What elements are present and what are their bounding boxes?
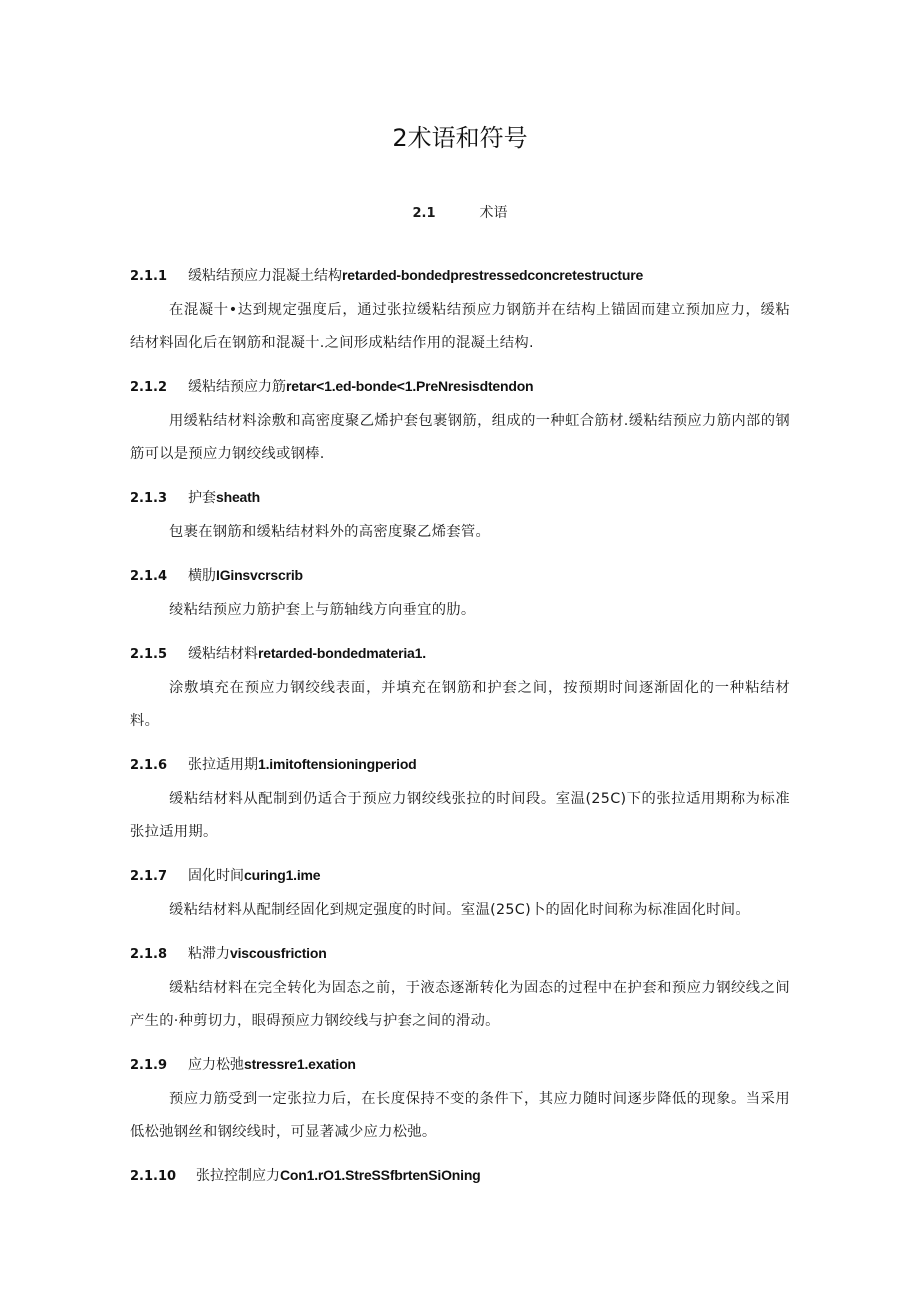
term-english-name: retarded-bondedprestressedconcretestructure [342, 267, 644, 283]
term-english-name: viscousfriction [230, 945, 327, 961]
term-definition: 预应力筋受到一定张拉力后，在长度保持不变的条件下，其应力随时间逐步降低的现象。当采用低松弛钢丝和钢绞线时，可显著减少应力松弛。 [130, 1091, 790, 1140]
term-number: 2.1.4 [130, 569, 168, 584]
terms-list [130, 264, 790, 1201]
term-english-name: IGinsvcrscrib [216, 567, 303, 583]
term-definition: 绫粘结预应力筋护套上与筋轴线方向垂宜的肋。 [169, 602, 476, 618]
term-chinese-name: 固化时间 [188, 868, 244, 884]
term-definition: 在混凝十•达到规定强度后，通过张拉缓粘结预应力钢筋并在结构上锚固而建立预加应力，缓粘结材料固化后在钢筋和混凝十.之间形成粘结作用的混凝土结构. [130, 302, 790, 351]
term-entry [130, 753, 790, 849]
term-number: 2.1.6 [130, 758, 168, 773]
term-chinese-name: 应力松弛 [188, 1057, 244, 1073]
term-entry [130, 264, 790, 360]
term-chinese-name: 粘滞力 [188, 946, 230, 962]
term-entry [130, 486, 790, 549]
term-english-name: retarded-bondedmateria1. [258, 645, 426, 661]
term-heading [130, 564, 790, 586]
term-number: 2.1.9 [130, 1058, 168, 1073]
term-chinese-name: 张拉适用期 [188, 757, 258, 773]
term-chinese-name: 横肋 [188, 568, 216, 584]
term-english-name: curing1.ime [244, 867, 321, 883]
term-number: 2.1.1 [130, 269, 168, 284]
term-english-name: 1.imitoftensioningperiod [258, 756, 417, 772]
section-number: 2.1 [412, 206, 436, 221]
term-number: 2.1.8 [130, 947, 168, 962]
term-chinese-name: 缓粘结预应力混凝土结构 [188, 268, 342, 284]
term-definition: 缓粘结材料从配制到仍适合于预应力钢绞线张拉的时间段。室温(25C)下的张拉适用期称为标准张拉适用期。 [130, 791, 790, 840]
term-english-name: retar<1.ed-bonde<1.PreNresisdtendon [286, 378, 534, 394]
term-entry [130, 642, 790, 738]
term-entry [130, 942, 790, 1038]
term-definition: 包裹在钢筋和缓粘结材料外的高密度聚乙烯套管。 [169, 524, 491, 540]
term-definition: 缓粘结材料从配制经固化到规定强度的时间。室温(25C)卜的固化时间称为标准固化时间。 [169, 902, 750, 918]
term-heading [130, 264, 790, 286]
term-number: 2.1.3 [130, 491, 168, 506]
term-chinese-name: 护套 [188, 490, 216, 506]
term-definition: 涂敷填充在预应力钢绞线表面，并填充在钢筋和护套之间，按预期时间逐渐固化的一种粘结材料。 [130, 680, 790, 729]
term-number: 2.1.7 [130, 869, 168, 884]
term-entry [130, 864, 790, 927]
term-heading [130, 642, 790, 664]
section-heading [0, 202, 920, 222]
section-name: 术语 [479, 205, 508, 221]
term-entry [130, 1053, 790, 1149]
term-heading [130, 1164, 790, 1186]
term-english-name: sheath [216, 489, 260, 505]
term-english-name: stressre1.exation [244, 1056, 356, 1072]
term-number: 2.1.2 [130, 380, 168, 395]
term-entry [130, 375, 790, 471]
term-chinese-name: 缓粘结预应力筋 [188, 379, 286, 395]
term-chinese-name: 缓粘结材料 [188, 646, 258, 662]
term-heading [130, 753, 790, 775]
term-definition: 用缓粘结材料涂敷和高密度聚乙烯护套包裹钢筋，组成的一种虹合筋材.缓粘结预应力筋内部的钢筋可以是预应力钢绞线或钢棒. [130, 413, 790, 462]
chapter-title: 2术语和符号 [392, 124, 528, 152]
term-heading [130, 864, 790, 886]
term-number: 2.1.10 [130, 1169, 177, 1184]
term-definition: 缓粘结材料在完全转化为固态之前，于液态逐渐转化为固态的过程中在护套和预应力钢绞线之间产生的·种剪切力，眼碍预应力钢绞线与护套之间的滑动。 [130, 980, 790, 1029]
term-heading [130, 1053, 790, 1075]
term-heading [130, 942, 790, 964]
term-english-name: Con1.rO1.StreSSfbrtenSiOning [280, 1167, 481, 1183]
term-heading [130, 375, 790, 397]
term-number: 2.1.5 [130, 647, 168, 662]
term-entry [130, 1164, 790, 1186]
term-heading [130, 486, 790, 508]
term-chinese-name: 张拉控制应力 [196, 1168, 280, 1184]
term-entry [130, 564, 790, 627]
